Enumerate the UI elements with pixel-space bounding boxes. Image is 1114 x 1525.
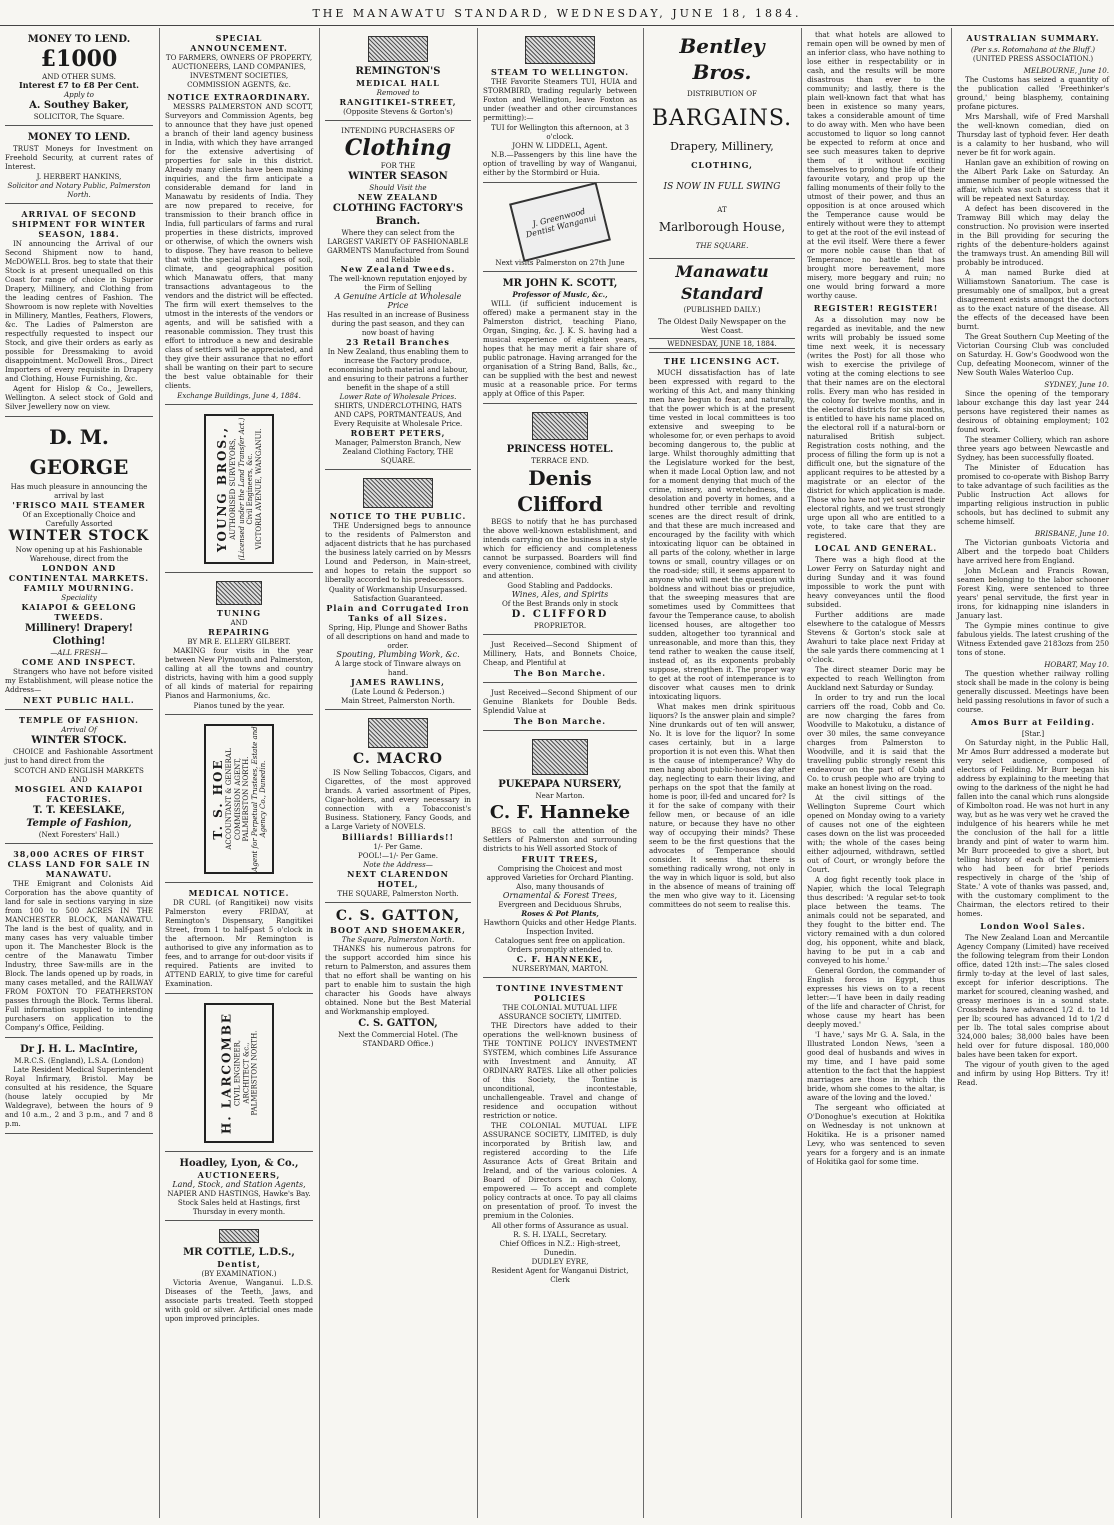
ad-genuine: A Genuine Article at Wholesale Price — [334, 292, 462, 310]
article-paragraph: In order to try and run the local carriers off the road, Cobb and Co. are now charging the fares from Woodville to Makotuku, a distance of over 30 miles, the same conveyance charges from Palmerston to Woodville, and it is said that the travelling public strongly resent this endeavour on the part of Cobb and Co. to crush people who are trying to make an honest living on the road. — [807, 693, 945, 792]
card-text — [211, 726, 268, 872]
ad-clothing: CLOTHING, — [691, 160, 753, 170]
section-title: London Wool Sales. — [980, 921, 1086, 931]
article-paragraph: Since the opening of the temporary labour exchange this day last year 244 persons have registered their names as desirous of obtaining employment; 102 found work. — [957, 389, 1109, 434]
ad-manager: ROBERT PETERS, — [350, 428, 446, 438]
ad-body: IN announcing the Arrival of our Second Shipment now to hand, McDOWELL Bros. beg to state that their Stock is at present unequalled on this Coast for range of choice in Superior Drapery, Millinery, and Clothing from the leading centres of Fashion. The Showroom is now replete with Novelties in Millinery, Mantles, Feathers, Flowers, &c. The Ladies of Palmerston are respectfully requested to inspect our Stock, and give their orders as early as possible for Dressmaking to avoid disappointment. McDowell Bros., Direct Importers of every requisite in Drapery and Clothing, House Furnishing, &c. — [5, 239, 153, 383]
ad-title: Dr J. H. L. MacIntire, — [20, 1044, 138, 1055]
ad-body: IS Now Selling Tobaccos, Cigars, and Cigarettes, of the most approved brands. A varied assortment of Pipes, Cigar-holders, and every necessary in connection with a Tobacconist's Business. Stationery, Fancy Goods, and a Large Variety of NOVELS. — [325, 768, 471, 831]
ad-pukepapa-nursery — [483, 733, 637, 978]
article-paragraph: General Gordon, the commander of English forces in Egypt, thus expresses his views on to a recent letter:—'I have been in daily reading of the life and character of Christ, for whose cause my heart has been deeply moved.' — [807, 966, 945, 1029]
ad-body: THE Emigrant and Colonists Aid Corporation has the above quantity of land for sale in sections varying in size from 100 to 500 ACRES IN THE MANCHESTER BLOCK, MANAWATU. The land is the best of quality, and in many cases has very valuable timber upon it. The Manchester Block is the centre of the Manawatu Timber Industry, three Saw-mills are in the Block. The lands opened up by roads, in many cases metalled, and the RAILWAY FROM FOXTON TO FEATHERSTON passes through the Block. Terms liberal. Full information supplied to intending purchasers on application to the Company's Office, Feilding. — [5, 879, 153, 1032]
ad-game: 1/- Per Game. — [373, 842, 423, 851]
article-paragraph: Further additions are made elsewhere to the catalogue of Messrs Stevens & Gorton's stock sale at Awahuri to take place next Friday at the sale yards there commencing at 1 o'clock. — [807, 610, 945, 664]
ad-satisfaction: Satisfaction Guaranteed. — [353, 594, 443, 603]
ad-removed: Removed to — [376, 88, 420, 97]
ad-title: MR JOHN K. SCOTT, — [502, 278, 618, 289]
ad-visit: Should Visit the — [369, 183, 427, 192]
column-2 — [160, 28, 318, 1518]
paper-date: WEDNESDAY, JUNE 18, 1884. — [649, 338, 795, 349]
pipe-illustration — [368, 718, 428, 748]
ad-has: Has resulted in an increase of Business during the past season, and they can now boast of having — [327, 310, 469, 337]
ad-all-forms: All other forms of Assurance as usual. — [491, 1221, 629, 1230]
piano-illustration — [216, 581, 262, 605]
ad-quals: M.R.C.S. (England), L.S.A. (London) — [14, 1056, 144, 1065]
ad-drapery: Drapery, Millinery, — [670, 140, 774, 153]
ad-address: Main Street, Palmerston North. — [341, 696, 455, 705]
ad-spouting: Spouting, Plumbing Work, &c. — [336, 650, 460, 659]
article-paragraph: What makes men drink spirituous liquors? Is the answer plain and simple? Nine drunkards out of ten will answer, No. It is love for the liquor? In some cases certainly, but in a large proportion it is not even this. What then is the cause of intemperance? Why do men hang about public-houses day after day, neglecting to earn their living, and perhaps on the spot that the family at home is poor, ill-fed and uncared for? Is it for the sake of company with their fellow men, or because of an idle nature, or because they have no other way of occupying their minds? These seem to be the first questions that the advocates of Temperance should consider. It seems that there is something radically wrong, not only in the way in which liquor is sold, but also in the absence of means of training off the men who give way to it. Licensing committees do not seem to realise this. — [649, 702, 795, 909]
ad-come: COME AND INSPECT. — [21, 657, 137, 667]
ad-princess-hotel — [483, 406, 637, 635]
ad-catalogues: Catalogues sent free on application. Orders promptly attended to. — [494, 936, 626, 954]
article-continuation: that what hotels are allowed to remain open will be owned by men of an inferior class, who have nothing to lose either in respectability or in cash, and the results will be more disastrous than ever to the community; and lastly, there is the plain well-known fact that what has been in existence so many years, takes a considerable amount of time to do away with. Men who have been accustomed to liquor so long cannot be expected to reform at once and see such measures taken to deprive them of it without exciting themselves to prolong the life of their favourite votary, and prop up the falling monuments of their folly to the utmost of their power, and thus an opposition is at once aroused which the Temperance cause would be entirely without were they to attempt to get at the root of the evil instead of at the evil itself. Were there a fewer or more noble cause than that of Temperance; no battle field has brought more bereavement, more misery, more beggary and ruin; no one would bring forward a more worthy cause. — [807, 30, 945, 300]
ad-title: MR COTTLE, L.D.S., — [183, 1247, 295, 1258]
column-6 — [802, 28, 950, 1518]
ad-money-to-lend-baker — [5, 30, 153, 126]
ad-name: JAMES RAWLINS, — [351, 677, 445, 687]
flowers-illustration — [532, 739, 588, 775]
mortar-illustration — [368, 36, 428, 62]
article-paragraph: At the civil sittings of the Wellington Supreme Court which opened on Monday owing to a variety of causes not one of the eighteen cases down on the list was proceeded with; the whole of the cases being either adjourned, withdrawn, settled out of Court, or wrongly before the Court. — [807, 793, 945, 874]
ad-agent: Agent for Hislop & Co., Jewellers, Wellington. A select stock of Gold and Silver Jewellery now on view. — [5, 384, 153, 411]
workshop-illustration — [363, 478, 433, 508]
ad-terrace: TERRACE END. — [531, 456, 589, 465]
ad-millinery: Millinery! Drapery! Clothing! — [24, 623, 134, 647]
vertical-card — [204, 414, 274, 564]
ad-temple-of-fashion — [5, 712, 153, 844]
dateline: MELBOURNE, June 10. — [1023, 66, 1109, 75]
column-4 — [478, 28, 642, 1518]
article-paragraph: 'I have,' says Mr G. A. Sala, in the Illustrated London News, 'seen a good deal of husbands and wives in my time, and I have paid some attention to the fact that the happiest marriages are those in which the bride, whom she comes to the altar, is aware of the loving and the loved.' — [807, 1030, 945, 1102]
ad-body: MAKING four visits in the year between New Plymouth and Palmerston, calling at all the towns and country districts, having with him a good supply of all kinds of material for repairing Pianos and Harmoniums, &c. — [165, 646, 313, 700]
ad-young-bros — [165, 407, 313, 573]
ad-body: Just Received—Second Shipment of our Genuine Blankets for Double Beds. Splendid Value at — [483, 688, 637, 715]
ad-swing: IS NOW IN FULL SWING — [663, 182, 781, 192]
ad-name: T. T. KEESLAKE, — [33, 805, 125, 816]
ad-amount: £1000 — [40, 46, 118, 72]
article-paragraph: The question whether railway rolling stock shall be made in the colony is being generally discussed. Meetings have been held passing resolutions in favor of such a course. — [957, 669, 1109, 714]
ad-bon-marche-millinery — [483, 637, 637, 683]
ad-body: Late Resident Medical Superintendent Royal Infirmary, Bristol. May be consulted at his residence, the Square (house lately occupied by Mr Waldegrave), between the hours of 9 and 10 a.m., 2 and 3 p.m., and 7 and 8 p.m. — [5, 1065, 153, 1128]
ad-title: NOTICE TO THE PUBLIC. — [329, 511, 467, 521]
article-paragraph: The Victorian gunboats Victoria and Albert and the torpedo boat Childers have arrived here from England. — [957, 538, 1109, 565]
ad-next: Next the Commercial Hotel. (The STANDARD Office.) — [338, 1030, 458, 1048]
article-paragraph: The vigour of youth given to the aged and infirm by using Hop Bitters. Try it! Read. — [957, 1060, 1109, 1087]
ad-name: The Bon Marche. — [513, 716, 607, 726]
ad-of: THE COLONIAL MUTUAL LIFE ASSURANCE SOCIETY, LIMITED. — [498, 1003, 622, 1021]
ad-next-visit: Next visits Palmerston on 27th June — [495, 258, 625, 267]
crown-illustration — [532, 412, 588, 440]
card-line: PALMERSTON NORTH. — [241, 756, 250, 842]
article-title: THE LICENSING ACT. — [663, 356, 781, 366]
ad-title: Hoadley, Lyon, & Co., — [179, 1158, 299, 1169]
ad-body: MESSRS PALMERSTON AND SCOTT, Surveyors and Commission Agents, beg to announce that they have just opened a branch of their land agency business in India, with which they have arranged for the extensive advertising of properties for sale in this district. Already many clients have been making inquiries, and the firm anticipate a considerable demand for land in Manawatu by residents of India. They are now prepared to receive, for transmission to their branch office in India, full particulars of farms and rural properties in these districts, improved or otherwise, of which the owners wish to dispose. They have reason to believe that with the special advantages of soil, climate, and geographical position which Manawatu offers, that many transactions advantageous to the vendors and the district will be effected. The firm will exert themselves to the utmost in the interests of the vendors or agents, and will be satisfied with a reasonable commission. They trust this effort to introduce a new and desirable class of settlers will be appreciated, and they give their assurance that no effort shall be wanting on their part to secure the best value obtainable for their clients. — [165, 102, 313, 390]
card-name: YOUNG BROS., — [215, 425, 229, 553]
ad-role: Dentist, — [217, 1259, 261, 1269]
ad-wines: Wines, Ales, and Spirits — [511, 590, 609, 599]
ad-retail: 23 Retail Branches — [346, 337, 450, 347]
ad-factory: CLOTHING FACTORY'S — [332, 203, 464, 214]
ad-next: NEXT CLARENDON HOTEL, — [347, 869, 449, 889]
column-3 — [320, 28, 476, 1518]
ad-of: Of an Exceptionally Choice and Carefully Assorted — [22, 510, 136, 528]
section-agency: (UNITED PRESS ASSOCIATION.) — [972, 54, 1094, 63]
section-title: AUSTRALIAN SUMMARY. — [966, 33, 1100, 43]
ad-nz: NEW ZEALAND — [357, 192, 439, 202]
ad-remington — [325, 30, 471, 121]
section-title: LOCAL AND GENERAL. — [814, 543, 938, 553]
ad-name2: Temple of Fashion, — [26, 818, 132, 829]
ad-to: TO FARMERS, OWNERS OF PROPERTY, AUCTIONEERS, LAND COMPANIES, INVESTMENT SOCIETIES, COMMISSION AGENTS, &c. — [165, 53, 313, 89]
dateline: HOBART, May 10. — [1044, 660, 1109, 669]
ad-tinware: A large stock of Tinware always on hand. — [335, 659, 461, 677]
ad-late: (Late Lound & Pederson.) — [351, 687, 445, 696]
paper-title: Manawatu Standard — [675, 262, 769, 303]
vertical-card — [204, 1003, 274, 1143]
ad-fruit: FRUIT TREES, — [521, 854, 599, 864]
ad-title: C. MACRO — [353, 751, 443, 767]
masthead: THE MANAWATU STANDARD, WEDNESDAY, JUNE 18, 1884. — [0, 0, 1114, 26]
paper-nameplate — [649, 261, 795, 353]
column-5 — [644, 28, 800, 1518]
vertical-card — [204, 724, 274, 874]
ad-macintire — [5, 1040, 153, 1134]
ad-apply: Apply to — [64, 90, 94, 99]
ad-larcombe — [165, 996, 313, 1152]
ad-proprietor: PROPRIETOR. — [533, 621, 587, 630]
ad-branch: Branch. — [375, 216, 421, 227]
ad-name: Denis Clifford — [517, 466, 603, 516]
ad-mourning: FAMILY MOURNING. — [23, 583, 135, 593]
article-paragraph: The sergeant who officiated at O'Donoghue's execution at Hokitika on Wednesday is not unknown at Hokitika. He is a prisoner named Levy, who was sentenced to seven years for a forgery and is an inmate of Hokitika gaol for some time. — [807, 1103, 945, 1166]
ad-notice-public — [325, 472, 471, 710]
ad-agent: JOHN W. LIDDELL, Agent. — [512, 141, 608, 150]
card-line: CIVIL ENGINEER, — [233, 1039, 242, 1107]
ad-signature-role: NURSERYMAN, MARTON. — [511, 964, 609, 973]
paper-daily: (PUBLISHED DAILY.) — [683, 305, 761, 314]
steamer-illustration — [525, 36, 595, 64]
ad-nb: N.B.—Passengers by this line have the option of travelling by way of Wanganui, either by the Stormbird or Huia. — [483, 150, 637, 177]
ad-clothing-factory — [325, 123, 471, 470]
ad-markets: SCOTCH AND ENGLISH MARKETS AND — [14, 766, 144, 784]
ad-body: CHOICE and Fashionable Assortment just to hand direct from the — [5, 747, 153, 765]
ad-sub: AUCTIONEERS, — [197, 1170, 281, 1180]
ad-ts-hoe — [165, 717, 313, 883]
ad-sub: Professor of Music, &c., — [512, 290, 608, 299]
ad-role: Solicitor and Notary Public, Palmerston North. — [7, 181, 151, 199]
ad-greenwood-dentist — [483, 185, 637, 272]
article-paragraph: The Minister of Education has promised to co-operate with Bishop Barry to take advantage of such facilities as the Public Instruction Act allows for imparting religious instruction in public schools, but has declined to submit any scheme himself. — [957, 463, 1109, 526]
ad-ornamental: Ornamental & Forest Trees, — [502, 891, 618, 900]
ad-markets: LONDON AND CONTINENTAL MARKETS. — [8, 563, 150, 583]
ad-where: Where they can select from the LARGEST VARIETY OF FASHIONABLE GARMENTS Manufactured from Sound and Reliable — [327, 228, 469, 264]
ad-inspection: Inspection Invited. — [526, 927, 594, 936]
ad-body: WILL (if sufficient inducement is offered) make a permanent stay in the Palmerston district, teaching Piano, Organ, Singing, &c. J. K. S. having had a musical experience of eighteen years, hopes that he may merit a fair share of public patronage. Having arranged for the organisation of a String Band, Balls, &c., can be supplied with the best and newest music at a reasonable price. For terms apply at Office of this Paper. — [483, 299, 637, 398]
ad-stock: WINTER STOCK. — [31, 735, 127, 746]
ad-arrival: Arrival Of — [61, 725, 97, 734]
ad-special-announcement — [165, 30, 313, 405]
ad-for: FOR THE — [380, 161, 416, 170]
ad-title: D. M. GEORGE — [29, 425, 129, 479]
ad-name: The Bon Marche. — [513, 668, 607, 678]
ad-mosgiel: MOSGIEL AND KAIAPOI FACTORIES. — [14, 784, 144, 804]
ad-title: TONTINE INVESTMENT POLICIES — [496, 983, 624, 1003]
ad-reputation: The well-known reputation enjoyed by the Firm of Selling — [329, 274, 467, 292]
ad-title: SPECIAL ANNOUNCEMENT. — [190, 33, 288, 53]
ad-address: NEXT PUBLIC HALL. — [23, 695, 135, 705]
ad-hoadley-lyon — [165, 1154, 313, 1221]
paper-oldest: The Oldest Daily Newspaper on the West Coast. — [657, 317, 787, 335]
ad-square: THE SQUARE, Palmerston North. — [337, 889, 459, 898]
ad-brands: Of the Best Brands only in stock — [501, 599, 619, 608]
ad-stock: WINTER STOCK — [8, 528, 150, 544]
ad-body: THE Undersigned begs to announce to the residents of Palmerston and adjacent districts that he has purchased the business lately carried on by Messrs Lound and Pederson, in Main-street, and hopes to retain the support so liberally accorded to his predecessors. — [325, 521, 471, 584]
ad-body: Stock Sales held at Hastings, first Thursday in every month. — [177, 1198, 301, 1216]
column-1 — [0, 28, 158, 1518]
ad-scott-music — [483, 274, 637, 404]
card-text — [215, 416, 263, 562]
ad-title: TEMPLE OF FASHION. — [19, 715, 139, 725]
ad-macro — [325, 712, 471, 903]
ad-manager-role: Manager, Palmerston Branch, New Zealand Clothing Factory, THE SQUARE. — [335, 438, 461, 465]
article-paragraph: On Saturday night, in the Public Hall, Mr Amos Burr addressed a moderate but very select audience, composed of electors of Feilding. Mr Burr began his address by explaining to the meeting that owing to the darkness of the night he had fallen into the canal which runs alongside of Kimbolton road. He was not hurt in any way, but as he was very wet he craved the indulgence of his hearers while he met the conclusion of the hall for a little brandy and pint of water to warm him. Mr Burr proceeded to give a short, but telling history of each of the Premiers who had been for brief periods respectively in charge of the 'ship of State.' A vote of thanks was passed, and, with the customary compliment to the Chairman, the electors retired to their homes. — [957, 738, 1109, 918]
ad-tuning — [165, 575, 313, 715]
ad-tontine — [483, 980, 637, 1288]
article-paragraph: Mrs Marshall, wife of Fred Marshall the well-known comedian, died on Thursday last of typhoid fever. Her death is a calamity to her husband, who will never be fit for work again. — [957, 112, 1109, 157]
ad-open: Now opening up at his Fashionable Warehouse, direct from the — [15, 545, 143, 563]
article-paragraph: John McLean and Francis Rowan, seamen belonging to the labor schooner Forest King, were sentenced to three years' penal servitude, the first year in irons, for kidnapping nine islanders in January last. — [957, 566, 1109, 620]
card-name: H. LARCOMBE — [219, 1012, 234, 1134]
ad-near: Near Marton. — [535, 791, 585, 800]
ad-at: AT — [717, 205, 727, 214]
ad-comprising: Comprising the Choicest and most approved Varieties for Orchard Planting. Also, many thousands of — [486, 864, 634, 891]
article-paragraph: A defect has been discovered in the Tramway Bill which may delay the construction. No provision were inserted in the Bill providing for securing the rights of the debenture-holders against the tramways trust. An amending Bill will probably be introduced. — [957, 204, 1109, 267]
ad-title: MONEY TO LEND. — [27, 34, 131, 45]
ad-title: C. S. GATTON, — [335, 908, 461, 924]
ad-body: THANKS his numerous patrons for the support accorded him since his return to Palmerston, and assures them that no effort shall be wanting on his part to enable him to sustain the high character his Goods have always obtained. None but the Best Material and Workmanship employed. — [325, 944, 471, 1016]
ad-signature: C. S. GATTON, — [358, 1018, 438, 1029]
teeth-illustration — [219, 1229, 259, 1243]
ad-cottle-dentist — [165, 1223, 313, 1328]
ad-distribution: DISTRIBUTION OF — [687, 89, 757, 98]
ad-bentley-bros — [649, 30, 795, 259]
article-paragraph: A dog fight recently took place in Napier, which the local Telegraph thus described: 'A regular set-to took place between the teams. The animals could not be separated, and they fought to the bitter end. The victory remained with a dun colored dog, his opponent, white and black, having to be put in a cab and conveyed to his home.' — [807, 875, 945, 965]
ad-agent: DUDLEY EYRE, — [531, 1257, 589, 1266]
ad-dm-george — [5, 419, 153, 710]
card-line: Agent for Perpetual Trustees, Estate and Agency Co., Dunedin. — [250, 726, 267, 872]
section-title: REGISTER! REGISTER! — [813, 303, 939, 313]
ad-title: REMINGTON'S — [355, 66, 441, 77]
article-paragraph: There was a high flood at the Lower Ferry on Saturday night and during Sunday and it was found impossible to work the punt with heavy conveyances until the flood subsided. — [807, 555, 945, 609]
ad-bargains: BARGAINS. — [651, 106, 793, 131]
ad-by: BY MR E. ELLERY GILBERT. — [187, 637, 291, 646]
ad-arrival-shipment — [5, 206, 153, 417]
ad-body: TRUST Moneys for Investment on Freehold Security, at current rates of Interest. — [5, 144, 153, 171]
ad-title: PUKEPAPA NURSERY, — [498, 779, 622, 790]
article-paragraph: The New Zealand Loan and Mercantile Agency Company (Limited) have received the following telegram from their London office, dated 12th inst:—The sales closed firmly to-day at the level of last sales, except for inferior descriptions. The market for scoured, cleaning washed, and greasy merinoes is in a sound state. Crossbreds have advanced 1/2 d. to 1d per lb; scoured has advanced 1d to 1/2 d per lb. The total sales comprise about 324,000 bales; 38,000 bales have been held over for future disposal. 180,000 bales have been taken for export. — [957, 933, 1109, 1059]
ad-name: A. Southey Baker, — [29, 100, 129, 111]
ad-address: (Next Foresters' Hall.) — [38, 830, 120, 839]
article-paragraph: MUCH dissatisfaction has of late been expressed with regard to the working of this Act, and many thinking men have begun to fear, and naturally, that the power which is at the present time vested in local committees is too extensive and sweeping to be wholesome for, or even perhaps to avoid becoming dangerous to, the public at large. Whilst thoroughly admitting that the Legislature worked for the best, when it made Local Option law, and not for a moment denying that much of the crime, misery, and wretchedness, the desolation and poverty in homes, and a hundred other terrible and revolting scenes are the direct result of drink, and that these are much increased and encouraged by the facility with which intoxicating liquor can be obtained in all parts of the colony, whether in large towns or small, country villages or on the road-side; still, it seems apparent to anyone who will meet the question with boldness and without bias or prejudice, that the sweeping measures that are sometimes used by Committees that favour the Temperance cause, to abolish licensed houses, are altogether too sudden, altogether too tyrannical and unreasonable, and more than this, they tend rather to weaken the cause itself, instead of, as its exponents probably suppose, strengthen it. The proper way to get at the root of intemperance is to discover what causes men to drink intoxicating liquors. — [649, 368, 795, 701]
article-paragraph: The Great Southern Cup Meeting of the Victorian Coursing Club was concluded on Saturday. H. Gow's Goodwood won the Cup, defeating Moonecom, winner of the New South Wales Waterloo Cup. — [957, 332, 1109, 377]
card-line: AUTHORISED SURVEYORS, — [229, 438, 237, 540]
ad-name: C. F. Hanneke — [489, 802, 631, 823]
card-text — [219, 1005, 259, 1141]
ad-note: Note the Address— — [363, 860, 433, 869]
ad-interest: Interest £7 to £8 Per Cent. — [19, 80, 139, 90]
ad-sub: BOOT AND SHOEMAKER, — [330, 925, 466, 935]
ad-title: PRINCESS HOTEL. — [506, 444, 614, 455]
ad-body: Just Received—Second Shipment of Millinery, Hats, and Bonnets Choice, Cheap, and Plentiful at — [483, 640, 637, 667]
ad-nz-branches: In New Zealand, thus enabling them to increase the Factory produce, economising both material and labour, and ensuring to their patrons a further benefit in the shape of a still — [327, 347, 469, 392]
ad-notice-title: NOTICE EXTRAORDINARY. — [167, 92, 311, 102]
ad-title: TUNING — [216, 608, 262, 618]
ad-tweeds: New Zealand Tweeds. — [340, 264, 456, 274]
card-line: PALMERSTON NORTH. — [250, 1030, 259, 1116]
ad-speciality: Speciality — [61, 593, 97, 602]
ad-signature: C. F. HANNEKE, — [516, 954, 604, 964]
article-paragraph: A man named Burke died at Williamstown Sanatorium. The case is presumably one of smallpox, but a great disagreement exists amongst the doctors as to the exact nature of the disease. All the effects of the deceased have been burnt. — [957, 268, 1109, 331]
ad-address: NAPIER AND HASTINGS, Hawke's Bay. — [167, 1189, 311, 1198]
dateline: SYDNEY, June 10. — [1044, 380, 1109, 389]
dateline: BRISBANE, June 10. — [1034, 529, 1109, 538]
ad-body: THE Directors have added to their operations the well-known business of THE TONTINE POLICY INVESTMENT SYSTEM, which combines Life Assurance with Investment and Annuity, AT ORDINARY RATES. Like all other policies of this Society, the Tontine is unconditional, incontestable, unchallengeable. Travel and change of residence and occupation without restriction or notice. — [483, 1021, 637, 1120]
ad-body: BEGS to call the attention of the Settlers of Palmerston and surrounding districts to his Well assorted Stock of — [483, 826, 637, 853]
card-name: T. S. HOE — [210, 758, 225, 840]
ad-shirts: SHIRTS, UNDERCLOTHING, HATS AND CAPS, PORTMANTEAUS, And Every Requisite at Wholesale Price. — [333, 401, 463, 428]
ad-tanks: Plain and Corrugated Iron Tanks of all Sizes. — [326, 603, 470, 623]
article-paragraph: The Customs has seized a quantity of the publication called 'Freethinker's ground,' being blasphemy, containing profane pictures. — [957, 75, 1109, 111]
article-paragraph: The direct steamer Doric may be expected to reach Wellington from Auckland next Saturday or Sunday. — [807, 665, 945, 692]
article-paragraph: Hanlan gave an exhibition of rowing on the Albert Park Lake on Saturday. An immense number of people witnessed the affair, which was such a success that it will be repeated next Saturday. — [957, 158, 1109, 203]
card-line: Civil Engineers, &c. — [246, 453, 254, 525]
ad-agent-role: Resident Agent for Wanganui District, Clerk — [491, 1266, 629, 1284]
ad-name: J. HERBERT HANKINS, — [36, 172, 122, 181]
ad-street: RANGITIKEI-STREET, — [339, 97, 457, 107]
ad-land: Land, Stock, and Station Agents, — [172, 1180, 306, 1189]
ad-medical-notice — [165, 885, 313, 994]
card-line: (Licensed under the Land Transfer Act.) — [237, 417, 246, 561]
ad-sub: MEDICAL HALL — [356, 78, 440, 88]
ad-title: ARRIVAL OF SECOND SHIPMENT FOR WINTER SEASON, 1884. — [12, 209, 146, 239]
ad-subtitle: Has much pleasure in announcing the arrival by last — [10, 482, 148, 500]
ad-tweeds: KAIAPOI & GEELONG TWEEDS. — [21, 602, 137, 622]
ad-title: MEDICAL NOTICE. — [188, 888, 290, 898]
ad-roses: Roses & Pot Plants, — [521, 909, 599, 918]
ad-bon-marche-blankets — [483, 685, 637, 731]
article-paragraph: The Gympie mines continue to give fabulous yields. The latest crushing of the Witness Extended gave 2183ozs from 250 tons of stone. — [957, 621, 1109, 657]
ad-and: AND — [230, 618, 248, 627]
card-line: ARCHITECT &c., — [241, 1042, 250, 1104]
ad-intro: INTENDING PURCHASERS OF — [341, 126, 455, 135]
ad-body2: THE COLONIAL MUTUAL LIFE ASSURANCE SOCIETY, LIMITED, is duly incorporated by British law, and registered according to the Life Assurance Acts of Great Britain and Ireland, and of the various colonies. A Board of Directors in each Colony, empowered — To accept and complete policy contracts at once. To pay all claims on presentation of proof. To invest the premium in the Colonies. — [483, 1121, 637, 1220]
article-paragraph: The steamer Colliery, which ran ashore three years ago between Newcastle and Sydney, has been successfully floated. — [957, 435, 1109, 462]
ad-repairing: REPAIRING — [208, 627, 270, 637]
ad-opposite: (Opposite Stevens & Gorton's) — [343, 107, 453, 116]
ad-hawthorn: Hawthorn Quicks and other Hedge Plants. — [483, 918, 637, 927]
ad-stabling: Good Stabling and Paddocks. — [507, 581, 613, 590]
section-source: [Star.] — [1021, 729, 1045, 738]
ad-steam — [483, 30, 637, 183]
article-paragraph: As a dissolution may now be regarded as inevitable, and the new writs will probably be issued some time next week, it is necessary (writes the Post) for all those who wish to exercise the privilege of voting at the coming elections to see that their names are on the electoral rolls. Every man who has resided in the colony for twelve months, and in the electoral districts for six months, is entitled to have his name placed on the electoral roll if a natural-born or naturalised British subject. Registration costs nothing, and the process of filling the form up is not a difficult one, but the signature of the applicant requires to be attested by a magistrate or an elector of the district for which application is made. Those who have not yet secured their electoral rights, and we trust strongly urge upon all who are entitled to a vote, to take care that they are registered. — [807, 315, 945, 540]
section-source: (Per s.s. Rotomahana at the Bluff.) — [971, 45, 1095, 54]
ad-address: The Square, Palmerston North. — [341, 935, 455, 944]
ad-title: MONEY TO LEND. — [27, 132, 131, 143]
ad-body: DR CURL (of Rangitikei) now visits Palmerston every FRIDAY, at Remington's Dispensary, Rangitikei Street, from 1 to half-past 5 o'clock in the afternoon. Mr Remington is authorised to give any information as to fees, and to arrange for out-door visits if required. Patients are invited to ATTEND EARLY, to give time for careful Examination. — [165, 898, 313, 988]
ad-fresh: —ALL FRESH— — [50, 648, 108, 657]
column-7 — [952, 28, 1114, 1518]
ad-money-to-lend-hankins — [5, 128, 153, 204]
ad-title: STEAM TO WELLINGTON. — [490, 67, 630, 77]
ad-evergreen: Evergreen and Deciduous Shrubs, — [498, 900, 622, 909]
ad-ship: 'FRISCO MAIL STEAMER — [12, 500, 146, 510]
ad-land-for-sale — [5, 846, 153, 1038]
ad-square: THE SQUARE. — [695, 241, 749, 250]
ad-pool: POOL!—1/- Per Game. — [358, 851, 438, 860]
ad-title: Bentley Bros. — [679, 34, 765, 84]
ad-body: THE Favorite Steamers TUI, HUIA and STORMBIRD, trading regularly between Foxton and Wellington, leave Foxton as under (weather and other circumstances permitting):— — [483, 77, 637, 122]
ad-signature: D. CLIFFORD — [511, 609, 609, 620]
dentist-sign: J. Greenwood Dentist Wanganui — [509, 182, 611, 262]
ad-secretary: R. S. H. LYALL, Secretary. — [513, 1230, 607, 1239]
section-title: Amos Burr at Feilding. — [971, 717, 1095, 727]
ad-address: Exchange Buildings, June 4, 1884. — [177, 391, 301, 400]
ad-house: Marlborough House, — [658, 220, 786, 234]
ad-tuned: Pianos tuned by the year. — [193, 701, 285, 710]
ad-role: SOLICITOR, The Square. — [33, 112, 125, 121]
ad-strangers: Strangers who have not before visited my Establishment, will please notice the Address— — [5, 667, 153, 694]
card-line: VICTORIA AVENUE, WANGANUI. — [254, 428, 263, 550]
ad-baths: Spring, Hip, Plunge and Shower Baths of all descriptions on hand and made to order. — [326, 623, 470, 650]
ad-subtitle: AND OTHER SUMS. — [42, 72, 116, 81]
ad-title: Clothing — [344, 135, 452, 161]
ad-body: Victoria Avenue, Wanganui. L.D.S. Diseases of the Teeth, Jaws, and associate parts treated. Teeth stopped with gold or silver. Artificial ones made upon improved principles. — [165, 1278, 313, 1323]
ad-billiards: Billiards! Billiards!! — [341, 832, 455, 842]
ad-offices: Chief Offices in N.Z.: High-street, Dunedin. — [499, 1239, 621, 1257]
ad-tui: TUI for Wellington this afternoon, at 3 o'clock. — [491, 123, 629, 141]
ad-lower: Lower Rate of Wholesale Prices. — [339, 392, 457, 401]
ad-exam: (BY EXAMINATION.) — [201, 1269, 277, 1278]
ad-quality: Quality of Workmanship Unsurpassed. — [328, 585, 468, 594]
ad-season: WINTER SEASON — [348, 171, 448, 182]
card-line: ACCOUNTANT & GENERAL COMMISSION AGENT, — [224, 748, 242, 850]
ad-body: BEGS to notify that he has purchased the above well-known establishment, and intends carrying on the business in a style which for efficiency and completeness cannot be surpassed. Boarders will find every convenience, combined with civility and attention. — [483, 517, 637, 580]
ad-gatton — [325, 905, 471, 1052]
ad-title: 38,000 ACRES OF FIRST CLASS LAND FOR SALE IN MANAWATU. — [7, 849, 151, 879]
